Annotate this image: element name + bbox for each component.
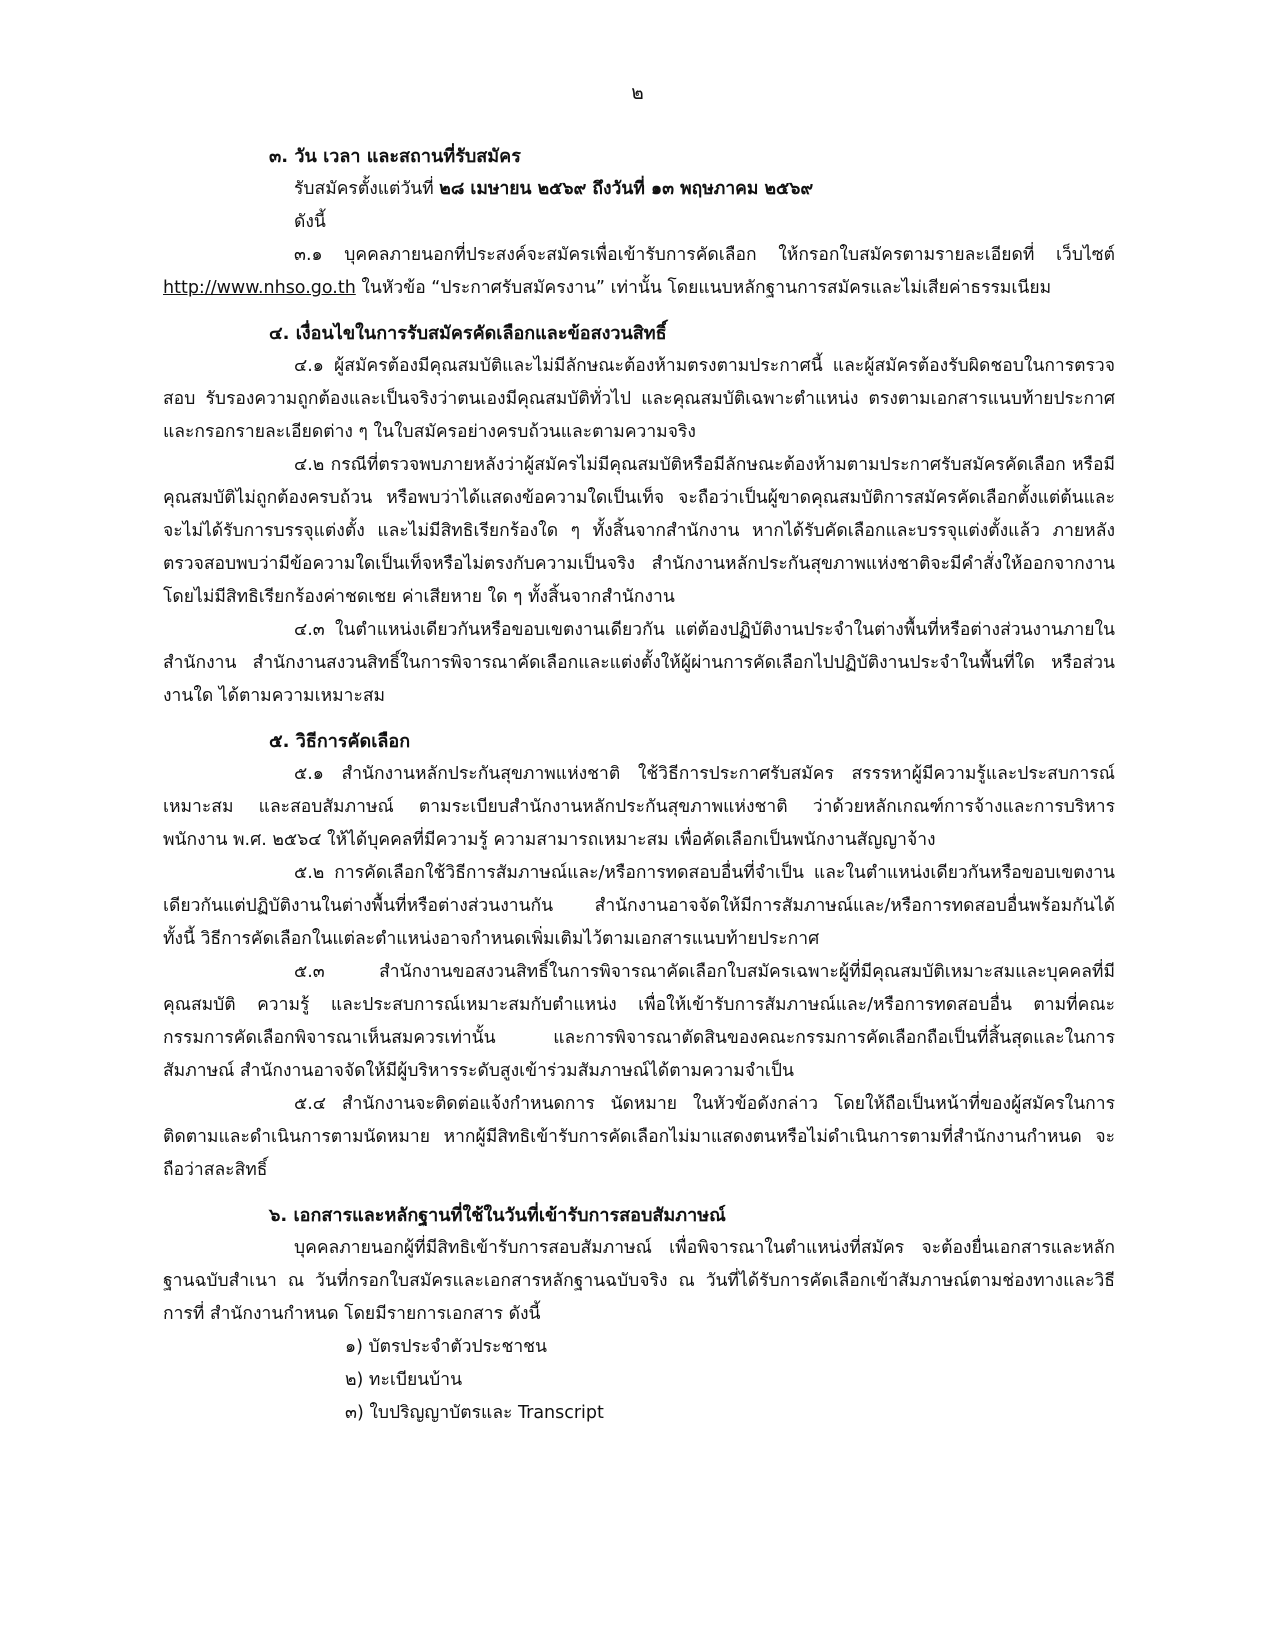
application-dates: ๒๘ เมษายน ๒๕๖๙ ถึงวันที่ ๑๓ พฤษภาคม ๒๕๖๙ [439, 179, 814, 199]
section-6-heading: ๖. เอกสารและหลักฐานที่ใช้ในวันที่เข้ารับการสอบสัมภาษณ์ [269, 1205, 726, 1226]
as-follows-label: ดังนี้ [294, 212, 326, 232]
page-number: ๒ [631, 82, 644, 104]
paragraph-5-2: ๕.๒ การคัดเลือกใช้วิธีการสัมภาษณ์และ/หรือการทดสอบอื่นที่จำเป็น และในตำแหน่งเดียวกันหรือขอบเขตงานเดียวกันแต่ปฏิบัติงานในต่างพื้นที่หรือต่างส่วนงานกัน สำนักงานอาจจัดให้มีการสัมภาษณ์และ/หรือการทดสอบอื่นพร้อมกันได้ ทั้งนี้ วิธีการคัดเลือกในแต่ละตำแหน่งอาจกำหนดเพิ่มเติมไว้ตามเอกสารแนบท้ายประกาศ [163, 863, 1115, 949]
paragraph-3-1 [163, 239, 1115, 305]
paragraph-5-3: ๕.๓ สำนักงานขอสงวนสิทธิ์ในการพิจารณาคัดเลือกใบสมัครเฉพาะผู้ที่มีคุณสมบัติเหมาะสมและบุคคลที่มีคุณสมบัติ ความรู้ และประสบการณ์เหมาะสมกับตำแหน่ง เพื่อให้เข้ารับการสัมภาษณ์และ/หรือการทดสอบอื่น ตามที่คณะกรรมการคัดเลือกพิจารณาเห็นสมควรเท่านั้น และการพิจารณาตัดสินของคณะกรรมการคัดเลือกถือเป็นที่สิ้นสุดและในการสัมภาษณ์ สำนักงานอาจจัดให้มีผู้บริหารระดับสูงเข้าร่วมสัมภาษณ์ได้ตามความจำเป็น [163, 962, 1115, 1081]
document-body [163, 140, 1115, 1430]
paragraph-4-2: ๔.๒ กรณีที่ตรวจพบภายหลังว่าผู้สมัครไม่มีคุณสมบัติหรือมีลักษณะต้องห้ามตามประกาศรับสมัครคัดเลือก หรือมีคุณสมบัติไม่ถูกต้องครบถ้วน หรือพบว่าได้แสดงข้อความใดเป็นเท็จ จะถือว่าเป็นผู้ขาดคุณสมบัติการสมัครคัดเลือกตั้งแต่ต้นและจะไม่ได้รับการบรรจุแต่งตั้ง และไม่มีสิทธิเรียกร้องใด ๆ ทั้งสิ้นจากสำนักงาน หากได้รับคัดเลือกและบรรจุแต่งตั้งแล้ว ภายหลังตรวจสอบพบว่ามีข้อความใดเป็นเท็จหรือไม่ตรงกับความเป็นจริง สำนักงานหลักประกันสุขภาพแห่งชาติจะมีคำสั่งให้ออกจากงาน โดยไม่มีสิทธิเรียกร้องค่าชดเชย ค่าเสียหาย ใด ๆ ทั้งสิ้นจากสำนักงาน [163, 455, 1115, 607]
nhso-website-link[interactable]: http://www.nhso.go.th [163, 278, 356, 298]
document-list-item: ๑) บัตรประจำตัวประชาชน [345, 1337, 548, 1357]
section-5-heading: ๕. วิธีการคัดเลือก [269, 731, 411, 752]
section-4-heading: ๔. เงื่อนไขในการรับสมัครคัดเลือกและข้อสงวนสิทธิ์ [269, 323, 667, 344]
section-3-heading: ๓. วัน เวลา และสถานที่รับสมัคร [269, 146, 521, 167]
paragraph-5-1: ๕.๑ สำนักงานหลักประกันสุขภาพแห่งชาติ ใช้วิธีการประกาศรับสมัคร สรรรหาผู้มีความรู้และประสบการณ์เหมาะสม และสอบสัมภาษณ์ ตามระเบียบสำนักงานหลักประกันสุขภาพแห่งชาติ ว่าด้วยหลักเกณฑ์การจ้างและการบริหารพนักงาน พ.ศ. ๒๕๖๔ ให้ได้บุคคลที่มีความรู้ ความสามารถเหมาะสม เพื่อคัดเลือกเป็นพนักงานสัญญาจ้าง [163, 764, 1115, 850]
paragraph-3-1-text-a: ๓.๑ บุคคลภายนอกที่ประสงค์จะสมัครเพื่อเข้ารับการคัดเลือก ให้กรอกใบสมัครตามรายละเอียดที่ เว็บไซต์ [294, 245, 1115, 265]
paragraph-4-3: ๔.๓ ในตำแหน่งเดียวกันหรือขอบเขตงานเดียวกัน แต่ต้องปฏิบัติงานประจำในต่างพื้นที่หรือต่างส่วนงานภายในสำนักงาน สำนักงานสงวนสิทธิ์ในการพิจารณาคัดเลือกและแต่งตั้งให้ผู้ผ่านการคัดเลือกไปปฏิบัติงานประจำในพื้นที่ใด หรือส่วนงานใด ได้ตามความเหมาะสม [163, 620, 1115, 706]
paragraph-6: บุคคลภายนอกผู้ที่มีสิทธิเข้ารับการสอบสัมภาษณ์ เพื่อพิจารณาในตำแหน่งที่สมัคร จะต้องยื่นเอกสารและหลักฐานฉบับสำเนา ณ วันที่กรอกใบสมัครและเอกสารหลักฐานฉบับจริง ณ วันที่ได้รับการคัดเลือกเข้าสัมภาษณ์ตามช่องทางและวิธีการที่ สำนักงานกำหนด โดยมีรายการเอกสาร ดังนี้ [163, 1238, 1115, 1324]
paragraph-5-4: ๕.๔ สำนักงานจะติดต่อแจ้งกำหนดการ นัดหมาย ในหัวข้อดังกล่าว โดยให้ถือเป็นหน้าที่ของผู้สมัครในการติดตามและดำเนินการตามนัดหมาย หากผู้มีสิทธิเข้ารับการคัดเลือกไม่มาแสดงตนหรือไม่ดำเนินการตามที่สำนักงานกำหนด จะถือว่าสละสิทธิ์ [163, 1094, 1115, 1180]
application-period-prefix: รับสมัครตั้งแต่วันที่ [294, 179, 440, 199]
paragraph-3-1-text-b: ในหัวข้อ “ประกาศรับสมัครงาน” เท่านั้น โดยแนบหลักฐานการสมัครและไม่เสียค่าธรรมเนียม [355, 278, 1052, 298]
document-list-item: ๒) ทะเบียนบ้าน [345, 1370, 463, 1390]
paragraph-4-1: ๔.๑ ผู้สมัครต้องมีคุณสมบัติและไม่มีลักษณะต้องห้ามตรงตามประกาศนี้ และผู้สมัครต้องรับผิดชอบในการตรวจสอบ รับรองความถูกต้องและเป็นจริงว่าตนเองมีคุณสมบัติทั่วไป และคุณสมบัติเฉพาะตำแหน่ง ตรงตามเอกสารแนบท้ายประกาศ และกรอกรายละเอียดต่าง ๆ ในใบสมัครอย่างครบถ้วนและตามความจริง [163, 356, 1115, 442]
document-list-item: ๓) ใบปริญญาบัตรและ Transcript [345, 1403, 604, 1423]
application-period [163, 173, 1115, 206]
